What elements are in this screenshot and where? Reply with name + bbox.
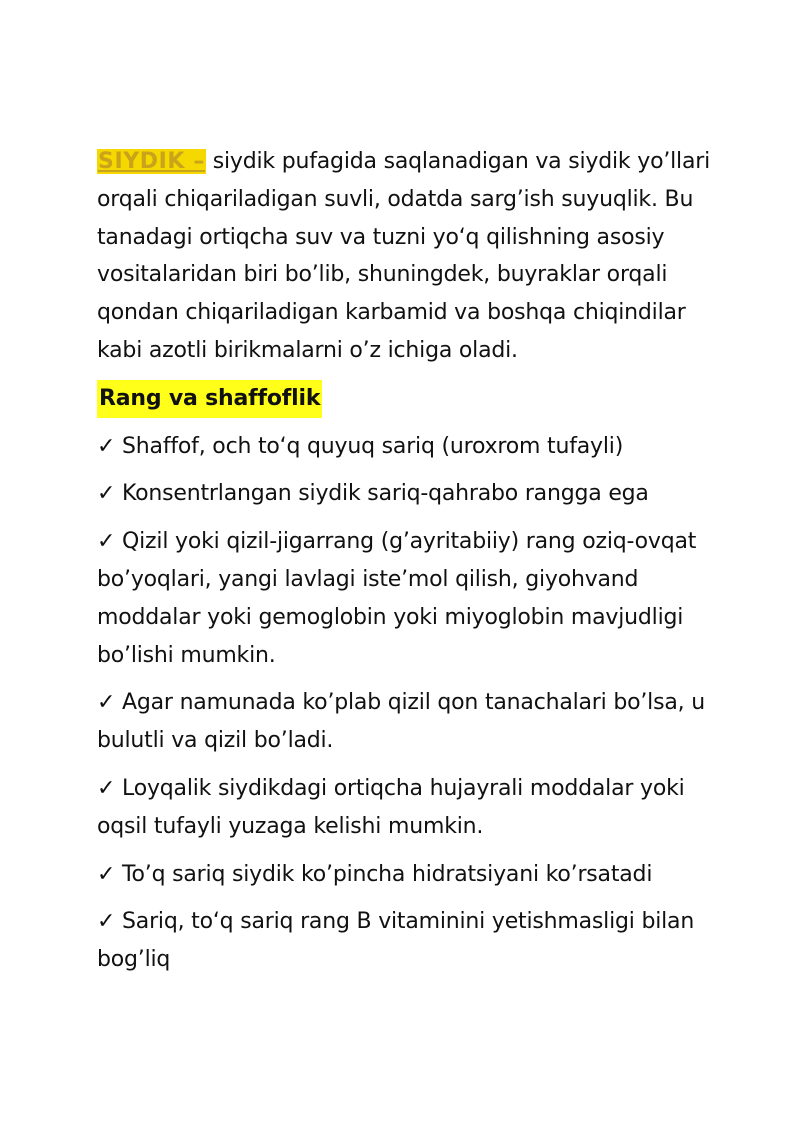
- check-icon: ✓: [97, 433, 116, 459]
- list-item-text: To’q sariq siydik ko’pincha hidratsiyani ko’rsatadi: [122, 861, 653, 887]
- list-item-text: Loyqalik siydikdagi ortiqcha hujayrali moddalar yoki oqsil tufayli yuzaga kelishi mumkin.: [97, 775, 685, 839]
- list-item-text: Konsentrlangan siydik sariq-qahrabo rangga ega: [122, 481, 649, 507]
- check-icon: ✓: [97, 690, 116, 716]
- check-icon: ✓: [97, 481, 116, 507]
- check-icon: ✓: [97, 529, 116, 555]
- list-item: [97, 684, 717, 760]
- list-item: [97, 856, 717, 894]
- list-item-text: Shaffof, och to‘q quyuq sariq (uroxrom tufayli): [122, 433, 624, 459]
- list-item: [97, 770, 717, 846]
- list-item: [97, 475, 717, 513]
- list-item: [97, 428, 717, 466]
- term-highlight: SIYDIK –: [98, 149, 205, 174]
- intro-paragraph: [97, 143, 717, 370]
- list-item: [97, 903, 717, 979]
- list-item-text: Qizil yoki qizil-jigarrang (g’ayritabiiy) rang oziq-ovqat bo’yoqlari, yangi lavlagi iste’mol qilish, giyohvand moddalar yoki gemoglobin yoki miyoglobin mavjudligi bo’lishi mumkin.: [97, 529, 697, 668]
- document-page: [97, 143, 717, 989]
- check-icon: ✓: [97, 909, 116, 935]
- list-item: [97, 523, 717, 674]
- check-icon: ✓: [97, 861, 116, 887]
- intro-text: siydik pufagida saqlanadigan va siydik yo’llari orqali chiqariladigan suvli, odatda sarg’ish suyuqlik. Bu tanadagi ortiqcha suv va tuzni yo‘q qilishning asosiy vositalaridan biri bo’lib, shuningdek, buyraklar orqali qondan chiqariladigan karbamid va boshqa chiqindilar kabi azotli birikmalarni o’z ichiga oladi.: [97, 149, 710, 363]
- list-item-text: Agar namunada ko’plab qizil qon tanachalari bo’lsa, u bulutli va qizil bo’ladi.: [97, 690, 705, 754]
- check-icon: ✓: [97, 775, 116, 801]
- section-heading: Rang va shaffoflik: [97, 380, 322, 418]
- list-item-text: Sariq, to‘q sariq rang B vitaminini yetishmasligi bilan bog’liq: [97, 909, 695, 973]
